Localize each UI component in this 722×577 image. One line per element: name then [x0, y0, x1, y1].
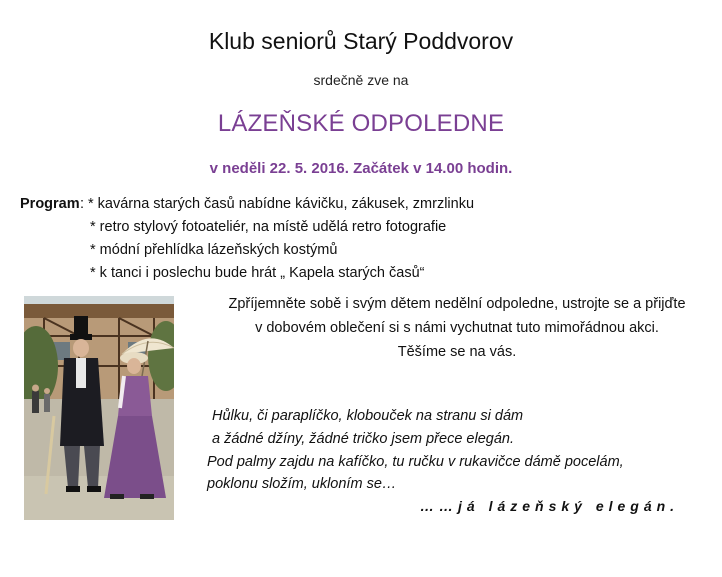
couple-photo: [24, 296, 174, 520]
event-title: LÁZEŇSKÉ ODPOLEDNE: [217, 110, 505, 137]
poem-line: Hůlku, či paraplíčko, klobouček na stranu si dám: [212, 408, 524, 424]
event-date: v neděli 22. 5. 2016. Začátek v 14.00 hodin.: [209, 160, 513, 177]
club-title: Klub seniorů Starý Poddvorov: [208, 28, 514, 54]
invitation-line: Zpříjemněte sobě i svým dětem nedělní odpoledne, ustrojte se a přijďte: [228, 296, 686, 312]
poem-signature: ……já lázeňský elegán.: [420, 498, 680, 514]
program-label: Program: [20, 196, 80, 212]
program-colon: :: [80, 196, 85, 212]
program-item: * kavárna starých časů nabídne kávičku, zákusek, zmrzlinku: [88, 196, 475, 212]
poem-line: Pod palmy zajdu na kafíčko, tu ručku v rukavičce dámě pocelám,: [207, 454, 624, 470]
program-item: * retro stylový fotoateliér, na místě udělá retro fotografie: [90, 219, 447, 235]
invitation-line: Těšíme se na vás.: [397, 344, 517, 360]
invite-line: srdečně zve na: [313, 72, 409, 88]
poem-line: poklonu složím, ukloním se…: [207, 476, 397, 492]
poem-line: a žádné džíny, žádné tričko jsem přece elegán.: [212, 431, 514, 447]
program-item: * módní přehlídka lázeňských kostýmů: [90, 242, 338, 258]
program-item: * k tanci i poslechu bude hrát „ Kapela starých časů“: [90, 265, 425, 281]
invitation-line: v dobovém oblečení si s námi vychutnat tuto mimořádnou akci.: [255, 320, 659, 336]
